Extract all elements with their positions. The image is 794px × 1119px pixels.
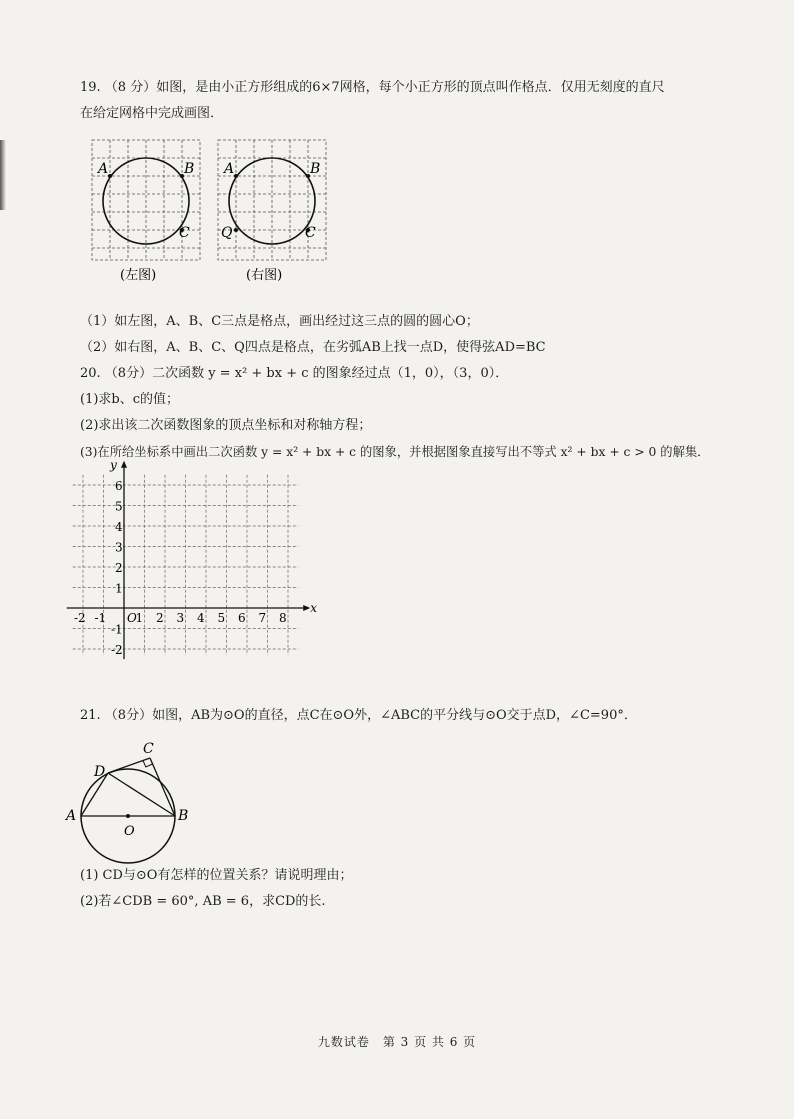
x-tick-labels [74, 611, 287, 625]
scan-edge-shadow [0, 140, 6, 210]
page-footer: 九数试卷 第 3 页 共 6 页 [317, 1035, 477, 1049]
left-label-c: C [179, 225, 190, 241]
left-label-b: B [184, 161, 195, 177]
y-tick-label: 6 [115, 479, 123, 493]
q21-part1: (1) CD与⊙O有怎样的位置关系？请说明理由； [80, 868, 353, 883]
right-point-q [234, 228, 238, 232]
right-label-c: C [305, 225, 316, 241]
left-point-a [108, 174, 112, 178]
x-tick-label: 7 [258, 611, 267, 625]
left-caption: (左图) [120, 268, 157, 283]
y-tick-label: 5 [115, 499, 123, 514]
x-tick-label: 6 [238, 611, 246, 625]
right-point-a [234, 174, 238, 178]
center-point [126, 814, 130, 818]
x-axis-arrow [303, 605, 310, 611]
q21-part2: (2)若∠CDB = 60°, AB = 6，求CD的长. [80, 894, 326, 909]
q21-figure [62, 738, 202, 848]
x-tick-label: 2 [156, 611, 164, 625]
x-tick-label: 4 [197, 611, 205, 625]
label-a: A [66, 808, 77, 824]
x-axis-label: x [310, 601, 318, 615]
x-tick-label: -2 [74, 611, 86, 625]
segment-dc [108, 758, 150, 773]
x-tick-label: 3 [176, 611, 185, 625]
right-label-q: Q [221, 225, 233, 241]
x-tick-label: -1 [94, 611, 107, 625]
label-c: C [143, 741, 154, 757]
q19-intro-line2: 在给定网格中完成画图． [80, 106, 224, 121]
coordinate-grid-lines [73, 475, 299, 655]
right-label-a: A [224, 161, 235, 177]
y-tick-label: 4 [115, 520, 123, 534]
chord-db [108, 773, 175, 816]
q20-part1: (1)求b、c的值； [80, 392, 180, 407]
y-tick-label: 1 [115, 581, 123, 596]
label-d: D [94, 764, 106, 780]
y-tick-label: -2 [111, 643, 123, 657]
right-label-b: B [310, 161, 321, 177]
q19-part2: （2）如右图，A、B、C、Q四点是格点，在劣弧AB上找一点D，使得弦AD=BC [80, 340, 546, 355]
q19-part1: （1）如左图，A、B、C三点是格点，画出经过这三点的圆的圆心O； [80, 314, 479, 329]
x-tick-label: 1 [135, 611, 144, 625]
x-tick-label: 5 [217, 611, 226, 625]
q20-part3: (3)在所给坐标系中画出二次函数 y = x² + bx + c 的图象，并根据图象直接写出不等式 x² + bx + c > 0 的解集． [80, 445, 710, 459]
y-tick-label: 3 [115, 540, 123, 555]
q20-part2: (2)求出该二次函数图象的顶点坐标和对称轴方程； [80, 418, 372, 433]
label-b: B [178, 808, 189, 824]
y-tick-label: 2 [115, 561, 123, 575]
right-caption: (右图) [246, 268, 283, 283]
q19-figures [80, 130, 340, 290]
q19-intro-line1: 19. （8 分）如图，是由小正方形组成的6×7网格，每个小正方形的顶点叫作格点．仅用无刻度的直尺 [80, 80, 665, 95]
label-o: O [124, 824, 135, 839]
origin-label: O [127, 611, 137, 625]
y-tick-label: -1 [111, 622, 123, 637]
x-tick-label: 8 [279, 611, 287, 625]
left-label-a: A [98, 161, 109, 177]
y-axis-label: y [110, 457, 117, 472]
q20-intro: 20. （8分）二次函数 y = x² + bx + c 的图象经过点（1，0），（3，0）． [80, 366, 509, 381]
q20-coordinate-grid [72, 457, 318, 668]
q21-intro: 21. （8分）如图，AB为⊙O的直径，点C在⊙O外，∠ABC的平分线与⊙O交于点D，∠C=90°． [80, 708, 637, 723]
